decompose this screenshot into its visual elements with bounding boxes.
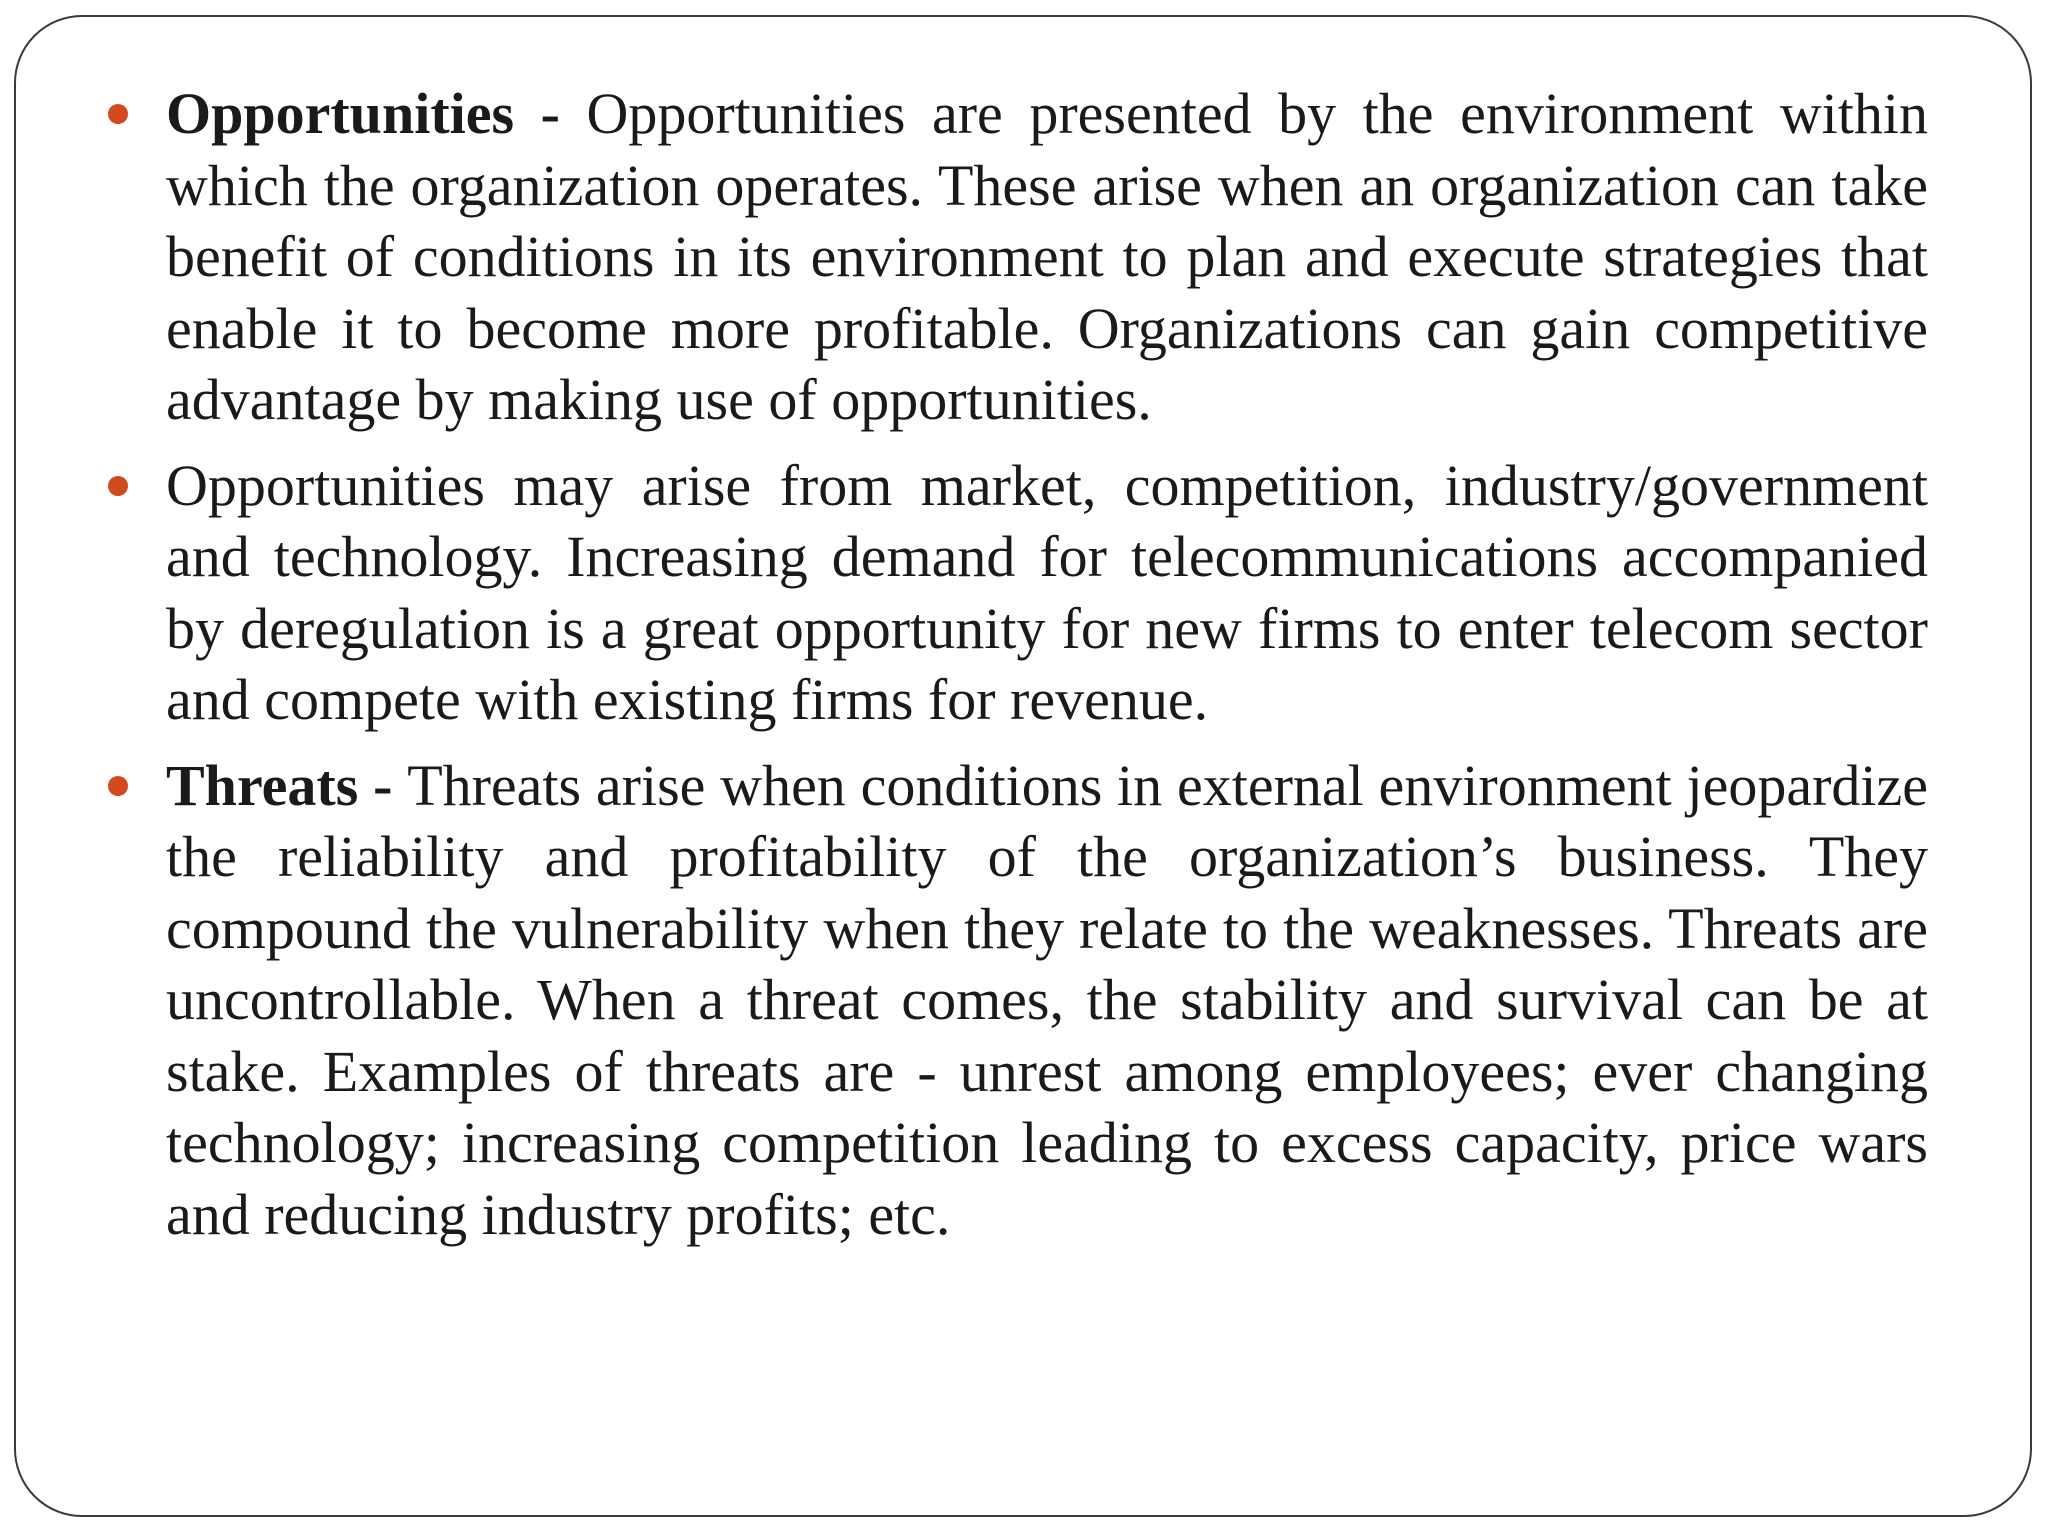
bullet-text: Opportunities may arise from market, competition, industry/government and technology. Increasing demand for telecommunications accompanied by deregulation is a great opportunity for new firms to enter telecom sector and compete with existing firms for revenue. <box>166 452 1928 732</box>
bullet-lead: Threats <box>166 752 359 818</box>
bullet-text: Threats arise when conditions in external environment jeopardize the reliability and profitability of the organization’s business. They compound the vulnerability when they relate to the weaknesses. Threats are uncontrollable. When a threat comes, the stability and survival can be at stake. Examples of threats are - unrest among employees; ever changing technology; increasing competition leading to excess capacity, price wars and reducing industry profits; etc. <box>166 752 1928 1247</box>
bullet-opportunities <box>108 78 1928 436</box>
bullet-dot-icon <box>108 476 128 496</box>
bullet-dash: - <box>514 81 587 146</box>
bullet-text: Opportunities are presented by the environment within which the organization operates. These arise when an organization can take benefit of conditions in its environment to plan and execute strategies that enable it to become more profitable. Organizations can gain competitive advantage by making use of opportunities. <box>166 81 1928 432</box>
bullet-dot-icon <box>108 776 128 796</box>
bullet-lead: Opportunities <box>166 81 515 146</box>
bullet-dot-icon <box>108 104 128 124</box>
slide-content <box>108 78 1928 1264</box>
bullet-dash: - <box>358 752 408 818</box>
bullet-threats <box>108 750 1928 1251</box>
bullet-opportunity-sources <box>108 450 1928 736</box>
